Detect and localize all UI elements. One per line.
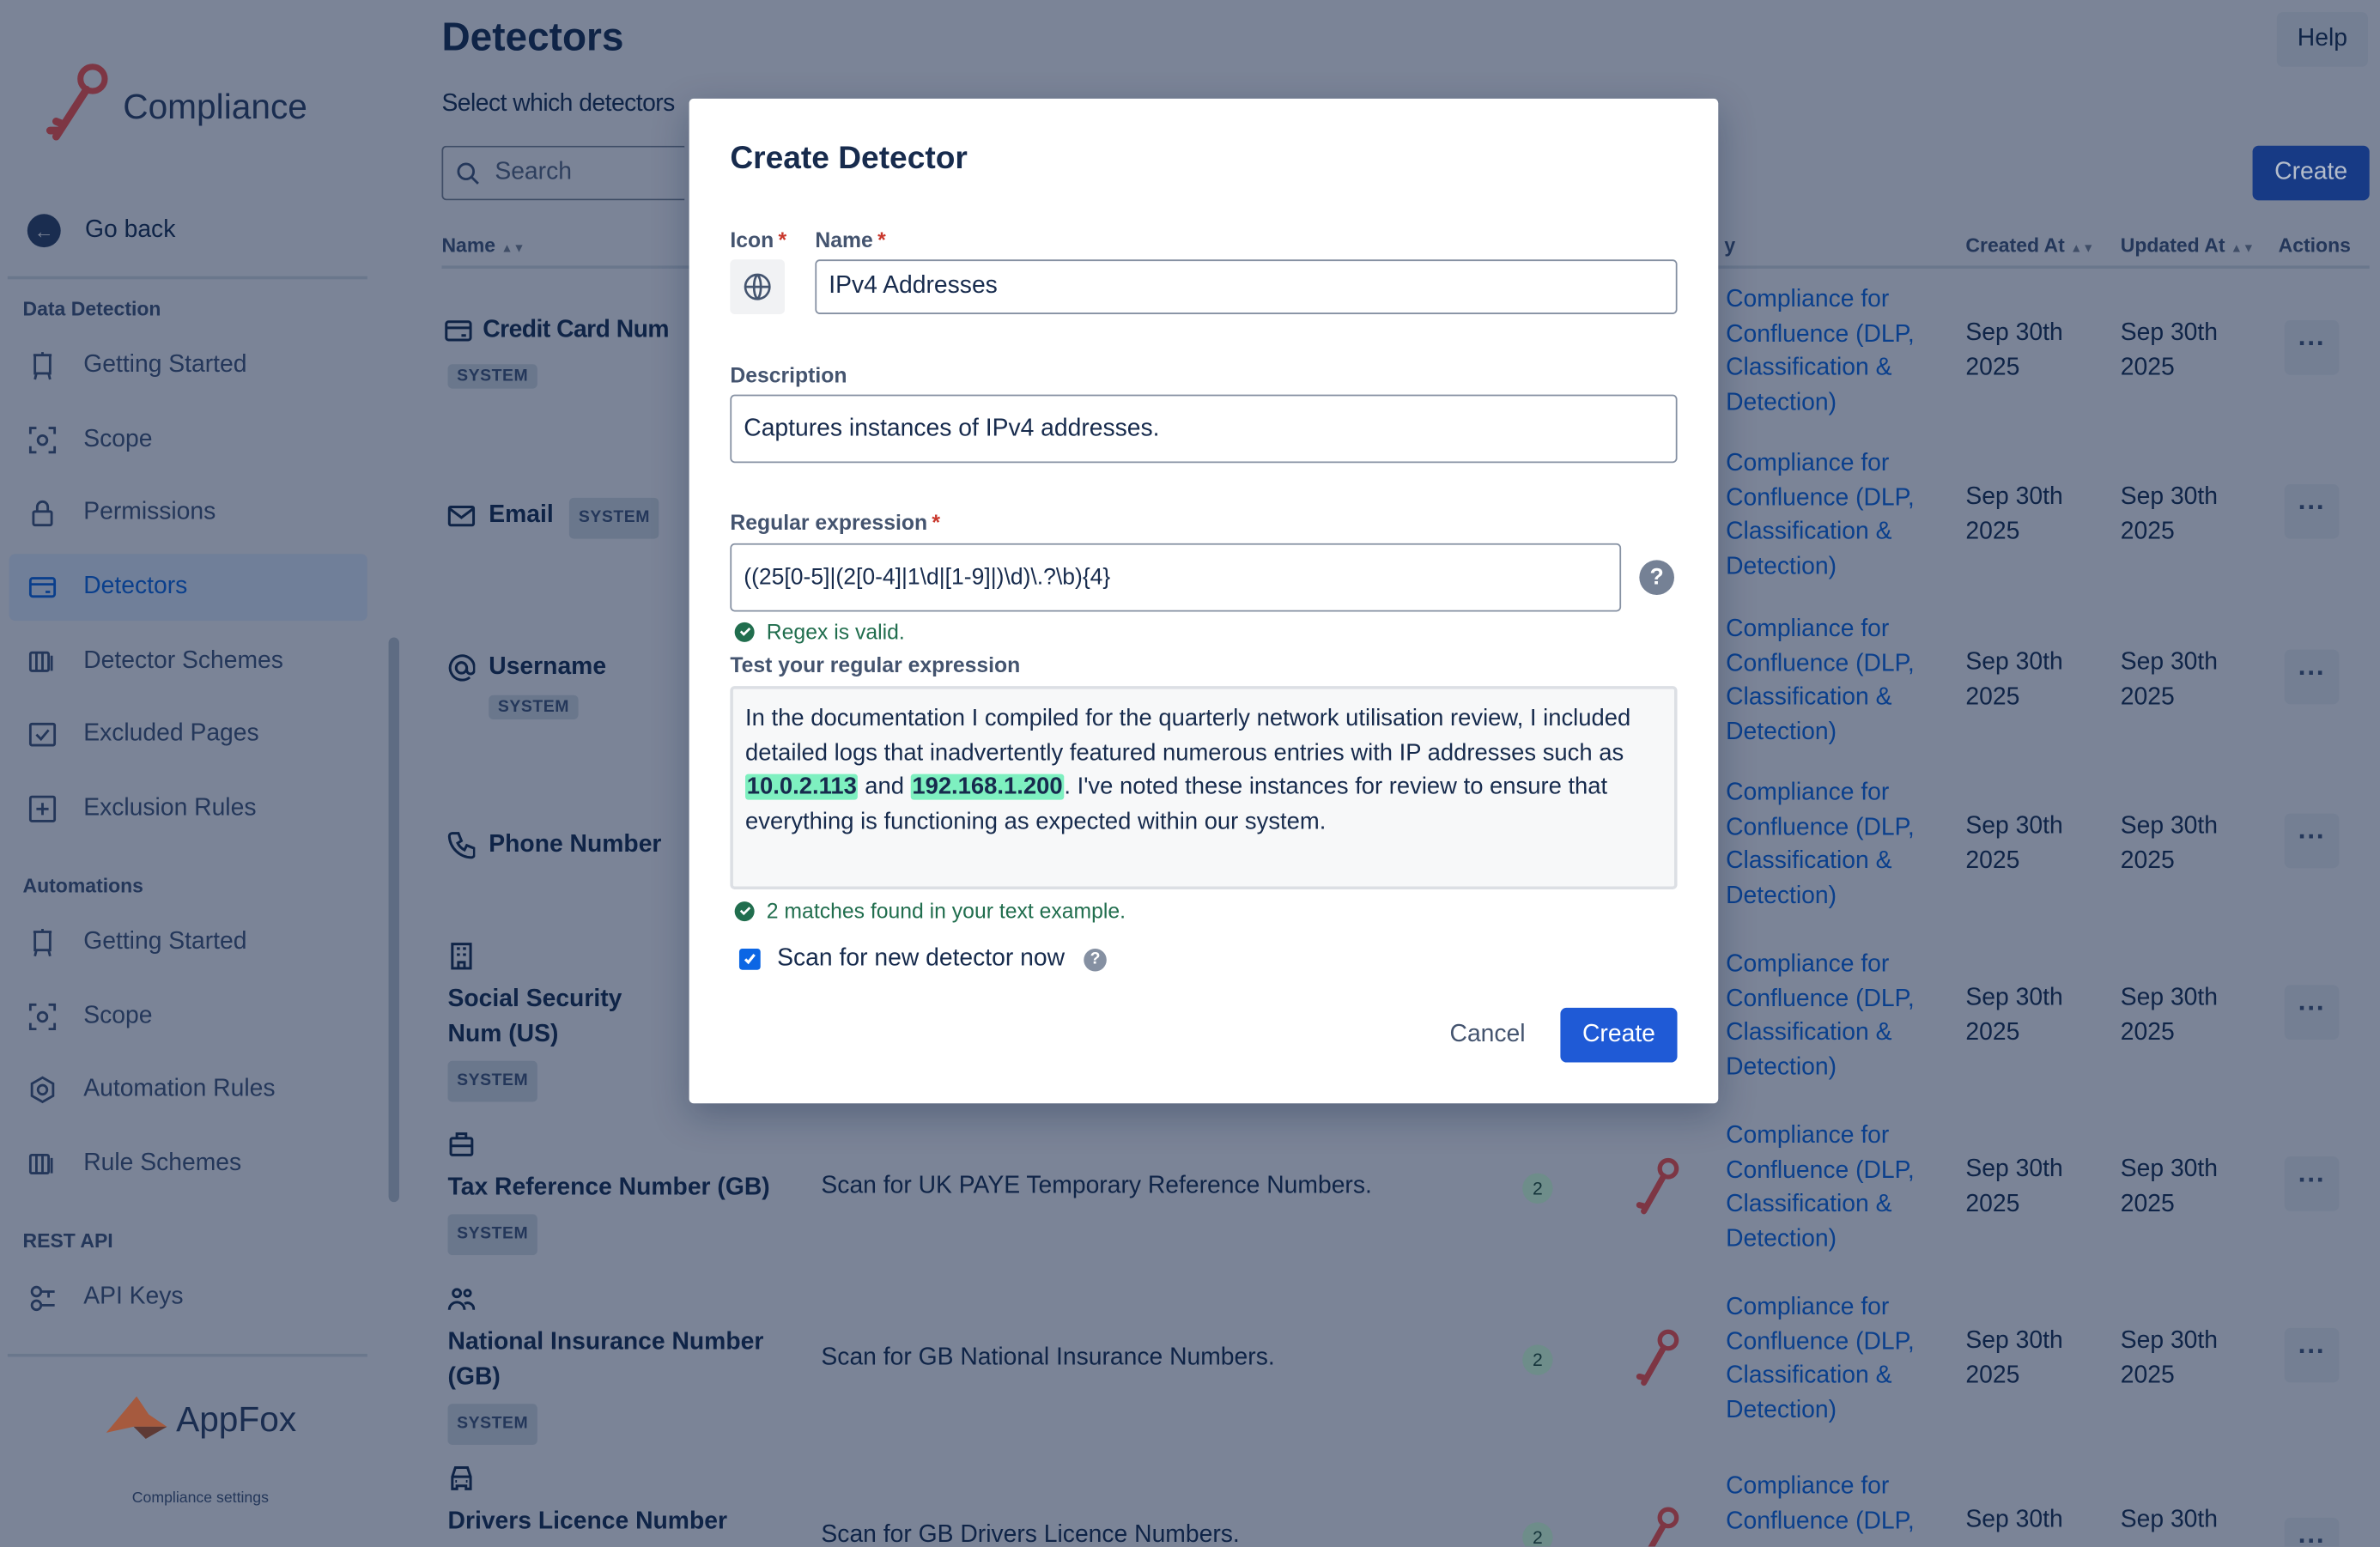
detector-name[interactable]: Credit Card Num — [483, 317, 670, 343]
created-at: Sep 30th 2025 — [1965, 1156, 2063, 1217]
system-badge: SYSTEM — [569, 498, 659, 539]
detector-description: Scan for GB Drivers Licence Numbers. — [821, 1522, 1240, 1547]
sidebar-item-excluded-pages[interactable]: Excluded Pages — [9, 701, 367, 768]
detector-name[interactable]: Phone Number — [489, 831, 662, 858]
lock-icon — [27, 498, 58, 528]
created-at: Sep 30th 2025 — [1965, 320, 2063, 381]
category-link[interactable]: Compliance for Confluence (DLP, — [1726, 1473, 1915, 1534]
scan-now-checkbox[interactable] — [739, 949, 761, 970]
help-button[interactable]: Help — [2277, 12, 2368, 67]
updated-at: Sep 30th 2025 — [2120, 985, 2219, 1046]
appfox-brand: AppFox — [176, 1399, 297, 1439]
briefcase-icon — [448, 1131, 476, 1158]
test-text-area[interactable]: In the documentation I compiled for the quarterly network utilisation review, I included detailed logs that inadvertently featured numerous entries with IP addresses such as 10.0.2.113 and 192.168.1.200 . I've noted these instances for review to ensure that everything is functioning as expected within our system. — [730, 686, 1677, 889]
count-badge: 2 — [1522, 1174, 1552, 1204]
row-actions-button[interactable]: ··· — [2285, 1328, 2340, 1383]
people-icon — [448, 1285, 476, 1313]
search-placeholder: Search — [495, 159, 572, 185]
modal-create-button[interactable]: Create — [1560, 1008, 1677, 1063]
scope-icon — [27, 1002, 58, 1032]
sidebar-item-rule-schemes[interactable]: Rule Schemes — [9, 1131, 367, 1198]
plus-square-icon — [27, 794, 58, 824]
scope-icon — [27, 425, 58, 455]
column-header-created-at[interactable]: Created At ▲▼ — [1965, 234, 2095, 257]
cancel-button[interactable]: Cancel — [1449, 1021, 1526, 1047]
schemes-icon — [27, 1149, 58, 1179]
checkbox-page-icon — [27, 719, 58, 749]
search-input[interactable] — [441, 146, 684, 201]
sidebar-item-scope[interactable]: Scope — [9, 407, 367, 474]
row-actions-button[interactable]: ··· — [2285, 650, 2340, 705]
name-label: Name * — [815, 228, 886, 252]
back-arrow-icon: ← — [27, 214, 61, 247]
regex-help-icon[interactable]: ? — [1639, 560, 1674, 595]
icon-picker-button[interactable] — [730, 259, 785, 314]
regex-match-highlight: 192.168.1.200 — [912, 774, 1063, 801]
updated-at: Sep 30th — [2120, 1507, 2219, 1533]
category-link[interactable]: Compliance for Confluence (DLP, Classification & Detection) — [1726, 287, 1915, 416]
card-icon — [27, 572, 58, 602]
row-actions-button[interactable]: ··· — [2285, 814, 2340, 869]
compliance-key-icon — [1631, 1328, 1683, 1389]
car-icon — [448, 1465, 476, 1492]
page-title: Detectors — [441, 13, 624, 59]
compliance-key-icon — [1631, 1506, 1683, 1547]
row-actions-button[interactable]: ··· — [2285, 484, 2340, 539]
regex-label: Regular expression * — [730, 510, 941, 535]
category-link[interactable]: Compliance for Confluence (DLP, Classification & Detection) — [1726, 780, 1915, 910]
name-input[interactable]: IPv4 Addresses — [815, 259, 1677, 314]
detector-description: Scan for UK PAYE Temporary Reference Numbers. — [821, 1173, 1372, 1199]
go-back-link[interactable] — [9, 197, 367, 264]
regex-match-highlight: 10.0.2.113 — [746, 774, 857, 801]
sidebar-item-permissions[interactable]: Permissions — [9, 480, 367, 547]
detector-name[interactable]: Social Security Num (US) SYSTEM — [448, 982, 676, 1102]
updated-at: Sep 30th 2025 — [2120, 649, 2219, 710]
match-status: 2 matches found in your text example. — [730, 899, 1126, 923]
regex-input[interactable]: ((25[0-5]|(2[0-4]|1\d|[1-9]|)\d)\.?\b){4} — [730, 543, 1621, 612]
updated-at: Sep 30th 2025 — [2120, 483, 2219, 545]
column-header-updated-at[interactable]: Updated At ▲▼ — [2120, 234, 2255, 257]
description-label: Description — [730, 362, 847, 387]
system-badge: SYSTEM — [448, 1214, 537, 1255]
footer-caption: Compliance settings — [131, 1490, 269, 1508]
sidebar-item-automation-scope[interactable]: Scope — [9, 984, 367, 1051]
brand-name: Compliance — [123, 86, 307, 126]
created-at: Sep 30th 2025 — [1965, 649, 2063, 710]
go-back-label: Go back — [85, 216, 176, 243]
easel-icon — [27, 350, 58, 380]
easel-icon — [27, 927, 58, 957]
sidebar-scrollbar[interactable] — [389, 638, 399, 1203]
detector-name[interactable]: Drivers Licence Number — [447, 1508, 727, 1535]
created-at: Sep 30th 2025 — [1965, 813, 2063, 874]
created-at: Sep 30th 2025 — [1965, 985, 2063, 1046]
description-input[interactable]: Captures instances of IPv4 addresses. — [730, 395, 1677, 464]
divider — [8, 276, 367, 280]
row-actions-button[interactable]: ··· — [2285, 320, 2340, 375]
section-data-detection: Data Detection — [22, 297, 161, 321]
created-at: Sep 30th 2025 — [1965, 483, 2063, 545]
sidebar-item-detector-schemes[interactable]: Detector Schemes — [9, 628, 367, 695]
sidebar-item-exclusion-rules[interactable]: Exclusion Rules — [9, 775, 367, 842]
sidebar-item-automation-rules[interactable]: Automation Rules — [9, 1056, 367, 1123]
page-subtitle: Select which detectors — [441, 91, 675, 118]
category-link[interactable]: Compliance for Confluence (DLP, Classification & Detection) — [1726, 951, 1915, 1081]
created-at: Sep 30th — [1965, 1507, 2063, 1533]
detector-name[interactable]: Tax Reference Number (GB) SYSTEM — [448, 1170, 790, 1255]
icon-label: Icon * — [730, 228, 787, 252]
created-at: Sep 30th 2025 — [1965, 1327, 2063, 1389]
row-actions-button[interactable]: ··· — [2285, 1156, 2340, 1211]
divider — [8, 1354, 367, 1357]
sidebar-item-automation-getting-started[interactable]: Getting Started — [9, 909, 367, 976]
column-header-actions: Actions — [2278, 234, 2351, 257]
row-actions-button[interactable]: ··· — [2285, 985, 2340, 1040]
system-badge: SYSTEM — [448, 1404, 537, 1445]
updated-at: Sep 30th 2025 — [2120, 320, 2219, 381]
create-detector-modal — [689, 99, 1719, 1103]
column-header-name[interactable]: Name ▲▼ — [441, 234, 525, 257]
column-header-category[interactable]: y — [1724, 234, 1736, 257]
row-actions-button[interactable]: ··· — [2285, 1518, 2340, 1547]
sidebar-item-api-keys[interactable]: API Keys — [9, 1265, 367, 1332]
category-link[interactable]: Compliance for Confluence (DLP, Classification & Detection) — [1726, 1295, 1915, 1424]
section-rest-api: REST API — [22, 1228, 113, 1253]
system-badge: SYSTEM — [448, 1061, 537, 1102]
detector-description: Scan for GB National Insurance Numbers. — [821, 1344, 1275, 1371]
compliance-key-logo — [43, 61, 112, 146]
scan-help-icon[interactable]: ? — [1084, 949, 1107, 972]
section-automations: Automations — [22, 874, 143, 897]
category-link[interactable]: Compliance for Confluence (DLP, Classification & Detection) — [1726, 616, 1915, 746]
detector-name[interactable]: Email SYSTEM — [489, 498, 659, 539]
scan-now-label[interactable]: Scan for new detector now — [777, 945, 1066, 972]
globe-icon — [743, 271, 773, 301]
schemes-icon — [27, 646, 58, 676]
sidebar-item-detectors[interactable]: Detectors — [9, 554, 367, 621]
card-icon — [445, 317, 472, 344]
hexagon-icon — [27, 1075, 58, 1105]
regex-valid-status: Regex is valid. — [730, 619, 904, 643]
count-badge: 2 — [1522, 1522, 1552, 1546]
system-badge: SYSTEM — [489, 692, 578, 719]
appfox-logo-icon — [103, 1393, 170, 1442]
phone-icon — [448, 832, 476, 859]
create-detector-button[interactable]: Create — [2253, 146, 2370, 201]
category-link[interactable]: Compliance for Confluence (DLP, Classification & Detection) — [1726, 1123, 1915, 1253]
building-icon — [448, 943, 476, 970]
system-badge: SYSTEM — [448, 361, 537, 389]
at-icon — [448, 654, 476, 682]
compliance-key-icon — [1631, 1156, 1683, 1217]
sidebar-item-getting-started[interactable]: Getting Started — [9, 332, 367, 399]
api-keys-icon — [27, 1283, 58, 1313]
mail-icon — [448, 502, 476, 530]
detector-name[interactable]: National Insurance Number (GB) SYSTEM — [448, 1325, 790, 1445]
category-link[interactable]: Compliance for Confluence (DLP, Classification & Detection) — [1726, 451, 1915, 580]
check-circle-icon — [735, 901, 755, 920]
detector-name[interactable]: Username — [489, 653, 607, 681]
checkmark-icon — [743, 951, 758, 967]
modal-title: Create Detector — [730, 141, 968, 177]
updated-at: Sep 30th 2025 — [2120, 1327, 2219, 1389]
test-label: Test your regular expression — [730, 652, 1021, 677]
search-icon — [455, 161, 479, 185]
updated-at: Sep 30th 2025 — [2120, 813, 2219, 874]
count-badge: 2 — [1522, 1344, 1552, 1374]
updated-at: Sep 30th 2025 — [2120, 1156, 2219, 1217]
check-circle-icon — [735, 622, 755, 641]
